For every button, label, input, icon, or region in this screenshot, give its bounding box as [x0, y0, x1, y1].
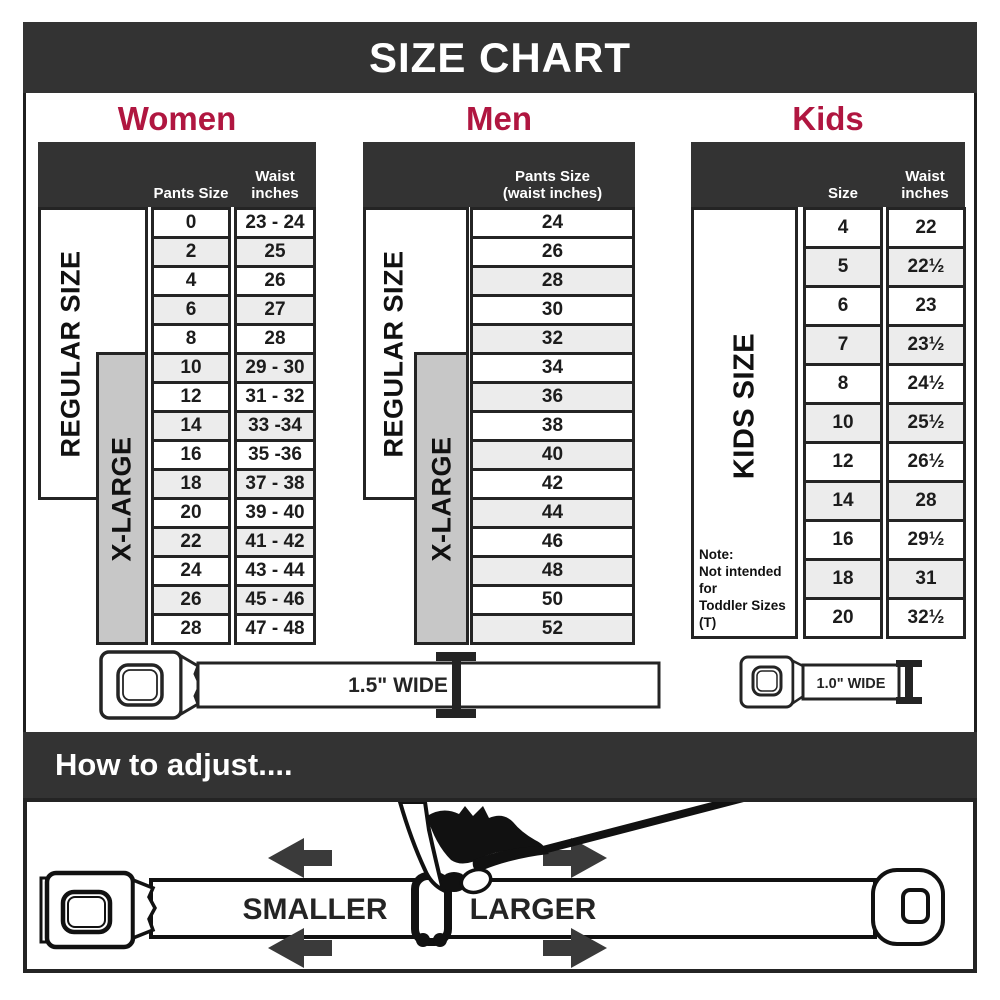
table-cell: 8 [151, 323, 231, 355]
table-cell: 8 [803, 363, 883, 405]
table-cell: 18 [803, 558, 883, 600]
women-xlarge-label: X-LARGE [106, 436, 137, 561]
how-to-adjust-heading: How to adjust.... [55, 747, 293, 782]
table-cell: 12 [151, 381, 231, 413]
table-cell: 31 - 32 [234, 381, 316, 413]
kids-col-waist: Waist inches [901, 168, 949, 202]
table-cell: 14 [803, 480, 883, 522]
pulled-strap-line [543, 802, 751, 850]
table-cell: 28 [151, 613, 231, 645]
size-chart-banner [23, 22, 977, 93]
table-cell: 27 [234, 294, 316, 326]
table-cell: 29 - 30 [234, 352, 316, 384]
table-cell: 20 [803, 597, 883, 639]
table-cell: 52 [470, 613, 635, 645]
table-cell: 35 -36 [234, 439, 316, 471]
women-size-table [151, 207, 316, 642]
table-cell: 22 [886, 207, 966, 249]
table-cell: 23½ [886, 324, 966, 366]
table-cell: 48 [470, 555, 635, 587]
table-cell: 33 -34 [234, 410, 316, 442]
smaller-label: SMALLER [242, 893, 388, 926]
table-cell: 12 [803, 441, 883, 483]
table-cell: 32½ [886, 597, 966, 639]
table-cell: 7 [803, 324, 883, 366]
women-regular-size-label: REGULAR SIZE [55, 249, 86, 458]
kids-belt-illustration [739, 653, 924, 711]
table-cell: 18 [151, 468, 231, 500]
table-cell: 45 - 46 [234, 584, 316, 616]
larger-label: LARGER [469, 893, 597, 926]
table-cell: 31 [886, 558, 966, 600]
adjust-illustration-box [23, 798, 977, 973]
men-regular-size-label: REGULAR SIZE [378, 249, 409, 458]
men-table-body [363, 207, 635, 645]
kids-size-box [691, 207, 798, 639]
table-cell: 34 [470, 352, 635, 384]
table-cell: 44 [470, 497, 635, 529]
men-xlarge-label: X-LARGE [426, 436, 456, 561]
table-cell: 4 [803, 207, 883, 249]
table-cell: 26 [151, 584, 231, 616]
men-heading: Men [466, 100, 532, 137]
table-cell: 22 [151, 526, 231, 558]
belt-tip-icon [873, 870, 943, 944]
men-col-pants-size: Pants Size (waist inches) [502, 168, 603, 202]
table-cell: 4 [151, 265, 231, 297]
table-cell: 41 - 42 [234, 526, 316, 558]
adjust-illustration [27, 802, 973, 969]
page-title: SIZE CHART [369, 33, 631, 81]
table-cell: 24½ [886, 363, 966, 405]
table-cell: 40 [470, 439, 635, 471]
table-cell: 37 - 38 [234, 468, 316, 500]
arrow-left-icon [268, 838, 332, 878]
men-xlarge-box [414, 352, 469, 645]
women-col-waist: Waist inches [251, 168, 299, 202]
kids-size-table [803, 207, 965, 636]
women-heading: Women [117, 100, 237, 137]
size-tables-area [23, 93, 977, 732]
table-cell: 5 [803, 246, 883, 288]
table-cell: 10 [151, 352, 231, 384]
table-cell: 2 [151, 236, 231, 268]
table-cell: 10 [803, 402, 883, 444]
table-cell: 25½ [886, 402, 966, 444]
table-cell: 38 [470, 410, 635, 442]
table-cell: 24 [151, 555, 231, 587]
kids-col-size: Size [827, 185, 858, 202]
table-cell: 39 - 40 [234, 497, 316, 529]
table-cell: 28 [886, 480, 966, 522]
women-table-header [38, 142, 316, 207]
table-cell: 25 [234, 236, 316, 268]
table-cell: 32 [470, 323, 635, 355]
table-cell: 36 [470, 381, 635, 413]
table-cell: 14 [151, 410, 231, 442]
kids-table-header [691, 142, 965, 207]
women-table-body [38, 207, 316, 645]
table-cell: 22½ [886, 246, 966, 288]
table-cell: 6 [151, 294, 231, 326]
women-col-pants-size: Pants Size [153, 185, 229, 202]
table-cell: 16 [151, 439, 231, 471]
belt-buckle-icon [741, 657, 807, 707]
table-cell: 6 [803, 285, 883, 327]
table-cell: 42 [470, 468, 635, 500]
women-xlarge-box [96, 352, 148, 645]
table-cell: 43 - 44 [234, 555, 316, 587]
kids-table-body [691, 207, 965, 639]
kids-heading: Kids [792, 100, 864, 137]
table-cell: 26 [234, 265, 316, 297]
belt-buckle-icon [101, 652, 200, 718]
table-cell: 16 [803, 519, 883, 561]
table-cell: 50 [470, 584, 635, 616]
table-cell: 29½ [886, 519, 966, 561]
kids-belt-width-label: 1.0" WIDE [816, 676, 886, 692]
table-cell: 0 [151, 207, 231, 239]
kids-size-label: KIDS SIZE [728, 332, 760, 480]
men-table-header [363, 142, 635, 207]
table-cell: 26½ [886, 441, 966, 483]
table-cell: 28 [470, 265, 635, 297]
table-cell: 26 [470, 236, 635, 268]
adult-belt-illustration [98, 646, 661, 724]
table-cell: 47 - 48 [234, 613, 316, 645]
table-cell: 28 [234, 323, 316, 355]
table-cell: 23 [886, 285, 966, 327]
kids-note: Note: Not intended for Toddler Sizes (T) [699, 547, 786, 630]
table-cell: 24 [470, 207, 635, 239]
men-size-table [470, 207, 635, 642]
table-cell: 20 [151, 497, 231, 529]
table-cell: 46 [470, 526, 635, 558]
adult-belt-width-label: 1.5" WIDE [348, 674, 448, 697]
table-cell: 30 [470, 294, 635, 326]
table-cell: 23 - 24 [234, 207, 316, 239]
belt-buckle-icon [41, 873, 155, 947]
how-to-adjust-band [23, 732, 977, 798]
